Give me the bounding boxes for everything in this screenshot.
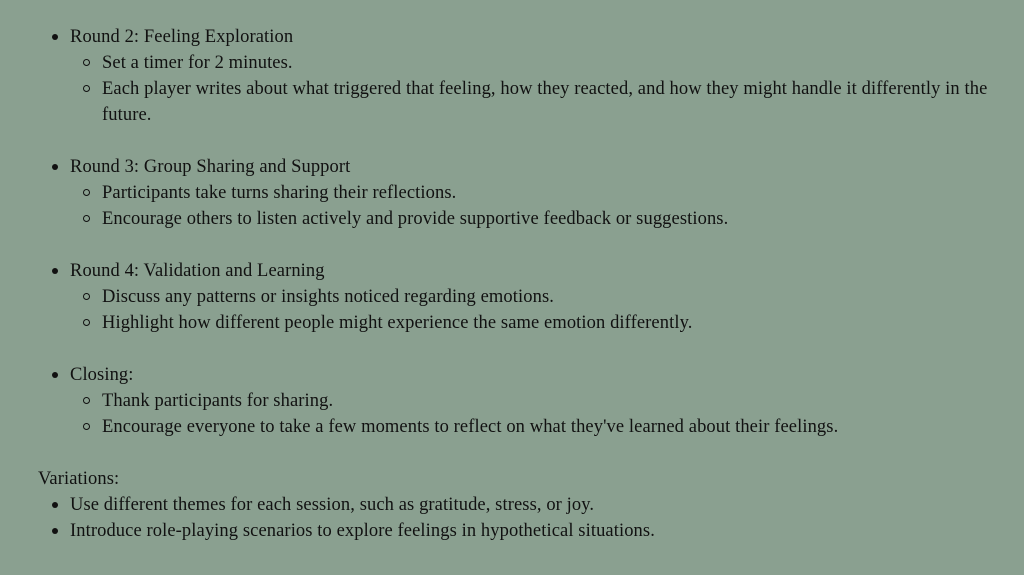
round-3-subitem-2 (38, 206, 1008, 232)
round-2-subitem-1-text: Set a timer for 2 minutes. (102, 53, 293, 73)
bullet-dot-icon (52, 528, 58, 534)
hollow-bullet-icon (83, 423, 90, 430)
hollow-bullet-icon (83, 59, 90, 66)
hollow-bullet-icon (83, 189, 90, 196)
round-2-title: Round 2: Feeling Exploration (70, 27, 294, 47)
round-4-subitem-1 (38, 284, 1008, 310)
round-2-subitem-2-text: Each player writes about what triggered that feeling, how they reacted, and how they might handle it differently in the future. (102, 79, 988, 125)
hollow-bullet-icon (83, 319, 90, 326)
variation-item-1 (38, 492, 1008, 518)
round-4-sublist (38, 284, 1008, 336)
hollow-bullet-icon (83, 397, 90, 404)
round-4-section (38, 258, 1008, 336)
round-2-sublist (38, 50, 1008, 128)
round-3-subitem-2-text: Encourage others to listen actively and provide supportive feedback or suggestions. (102, 209, 729, 229)
round-4-title: Round 4: Validation and Learning (70, 261, 325, 281)
hollow-bullet-icon (83, 215, 90, 222)
round-3-subitem-1 (38, 180, 1008, 206)
round-2-subitem-1 (38, 50, 1008, 76)
variation-item-2 (38, 518, 1008, 544)
variations-section (38, 466, 1008, 544)
round-4-subitem-1-text: Discuss any patterns or insights noticed regarding emotions. (102, 287, 554, 307)
variation-item-1-text: Use different themes for each session, such as gratitude, stress, or joy. (70, 495, 595, 515)
round-4-subitem-2 (38, 310, 1008, 336)
round-2-bullet (38, 24, 1008, 50)
closing-section (38, 362, 1008, 440)
bullet-dot-icon (52, 34, 58, 40)
hollow-bullet-icon (83, 293, 90, 300)
closing-title: Closing: (70, 365, 134, 385)
closing-sublist (38, 388, 1008, 440)
variations-title: Variations: (38, 469, 120, 489)
hollow-bullet-icon (83, 85, 90, 92)
round-3-title: Round 3: Group Sharing and Support (70, 157, 351, 177)
bullet-dot-icon (52, 372, 58, 378)
bullet-dot-icon (52, 164, 58, 170)
round-4-bullet (38, 258, 1008, 284)
round-4-subitem-2-text: Highlight how different people might experience the same emotion differently. (102, 313, 693, 333)
closing-bullet (38, 362, 1008, 388)
closing-subitem-2-text: Encourage everyone to take a few moments to reflect on what they've learned about their feelings. (102, 417, 839, 437)
bullet-dot-icon (52, 268, 58, 274)
variations-list (38, 492, 1008, 544)
closing-subitem-1-text: Thank participants for sharing. (102, 391, 334, 411)
round-2-subitem-2 (38, 76, 1008, 128)
closing-subitem-1 (38, 388, 1008, 414)
round-3-bullet (38, 154, 1008, 180)
instruction-content (38, 24, 1008, 544)
round-2-section (38, 24, 1008, 128)
round-3-subitem-1-text: Participants take turns sharing their reflections. (102, 183, 457, 203)
round-3-section (38, 154, 1008, 232)
closing-subitem-2 (38, 414, 1008, 440)
variation-item-2-text: Introduce role-playing scenarios to explore feelings in hypothetical situations. (70, 521, 655, 541)
round-3-sublist (38, 180, 1008, 232)
bullet-dot-icon (52, 502, 58, 508)
